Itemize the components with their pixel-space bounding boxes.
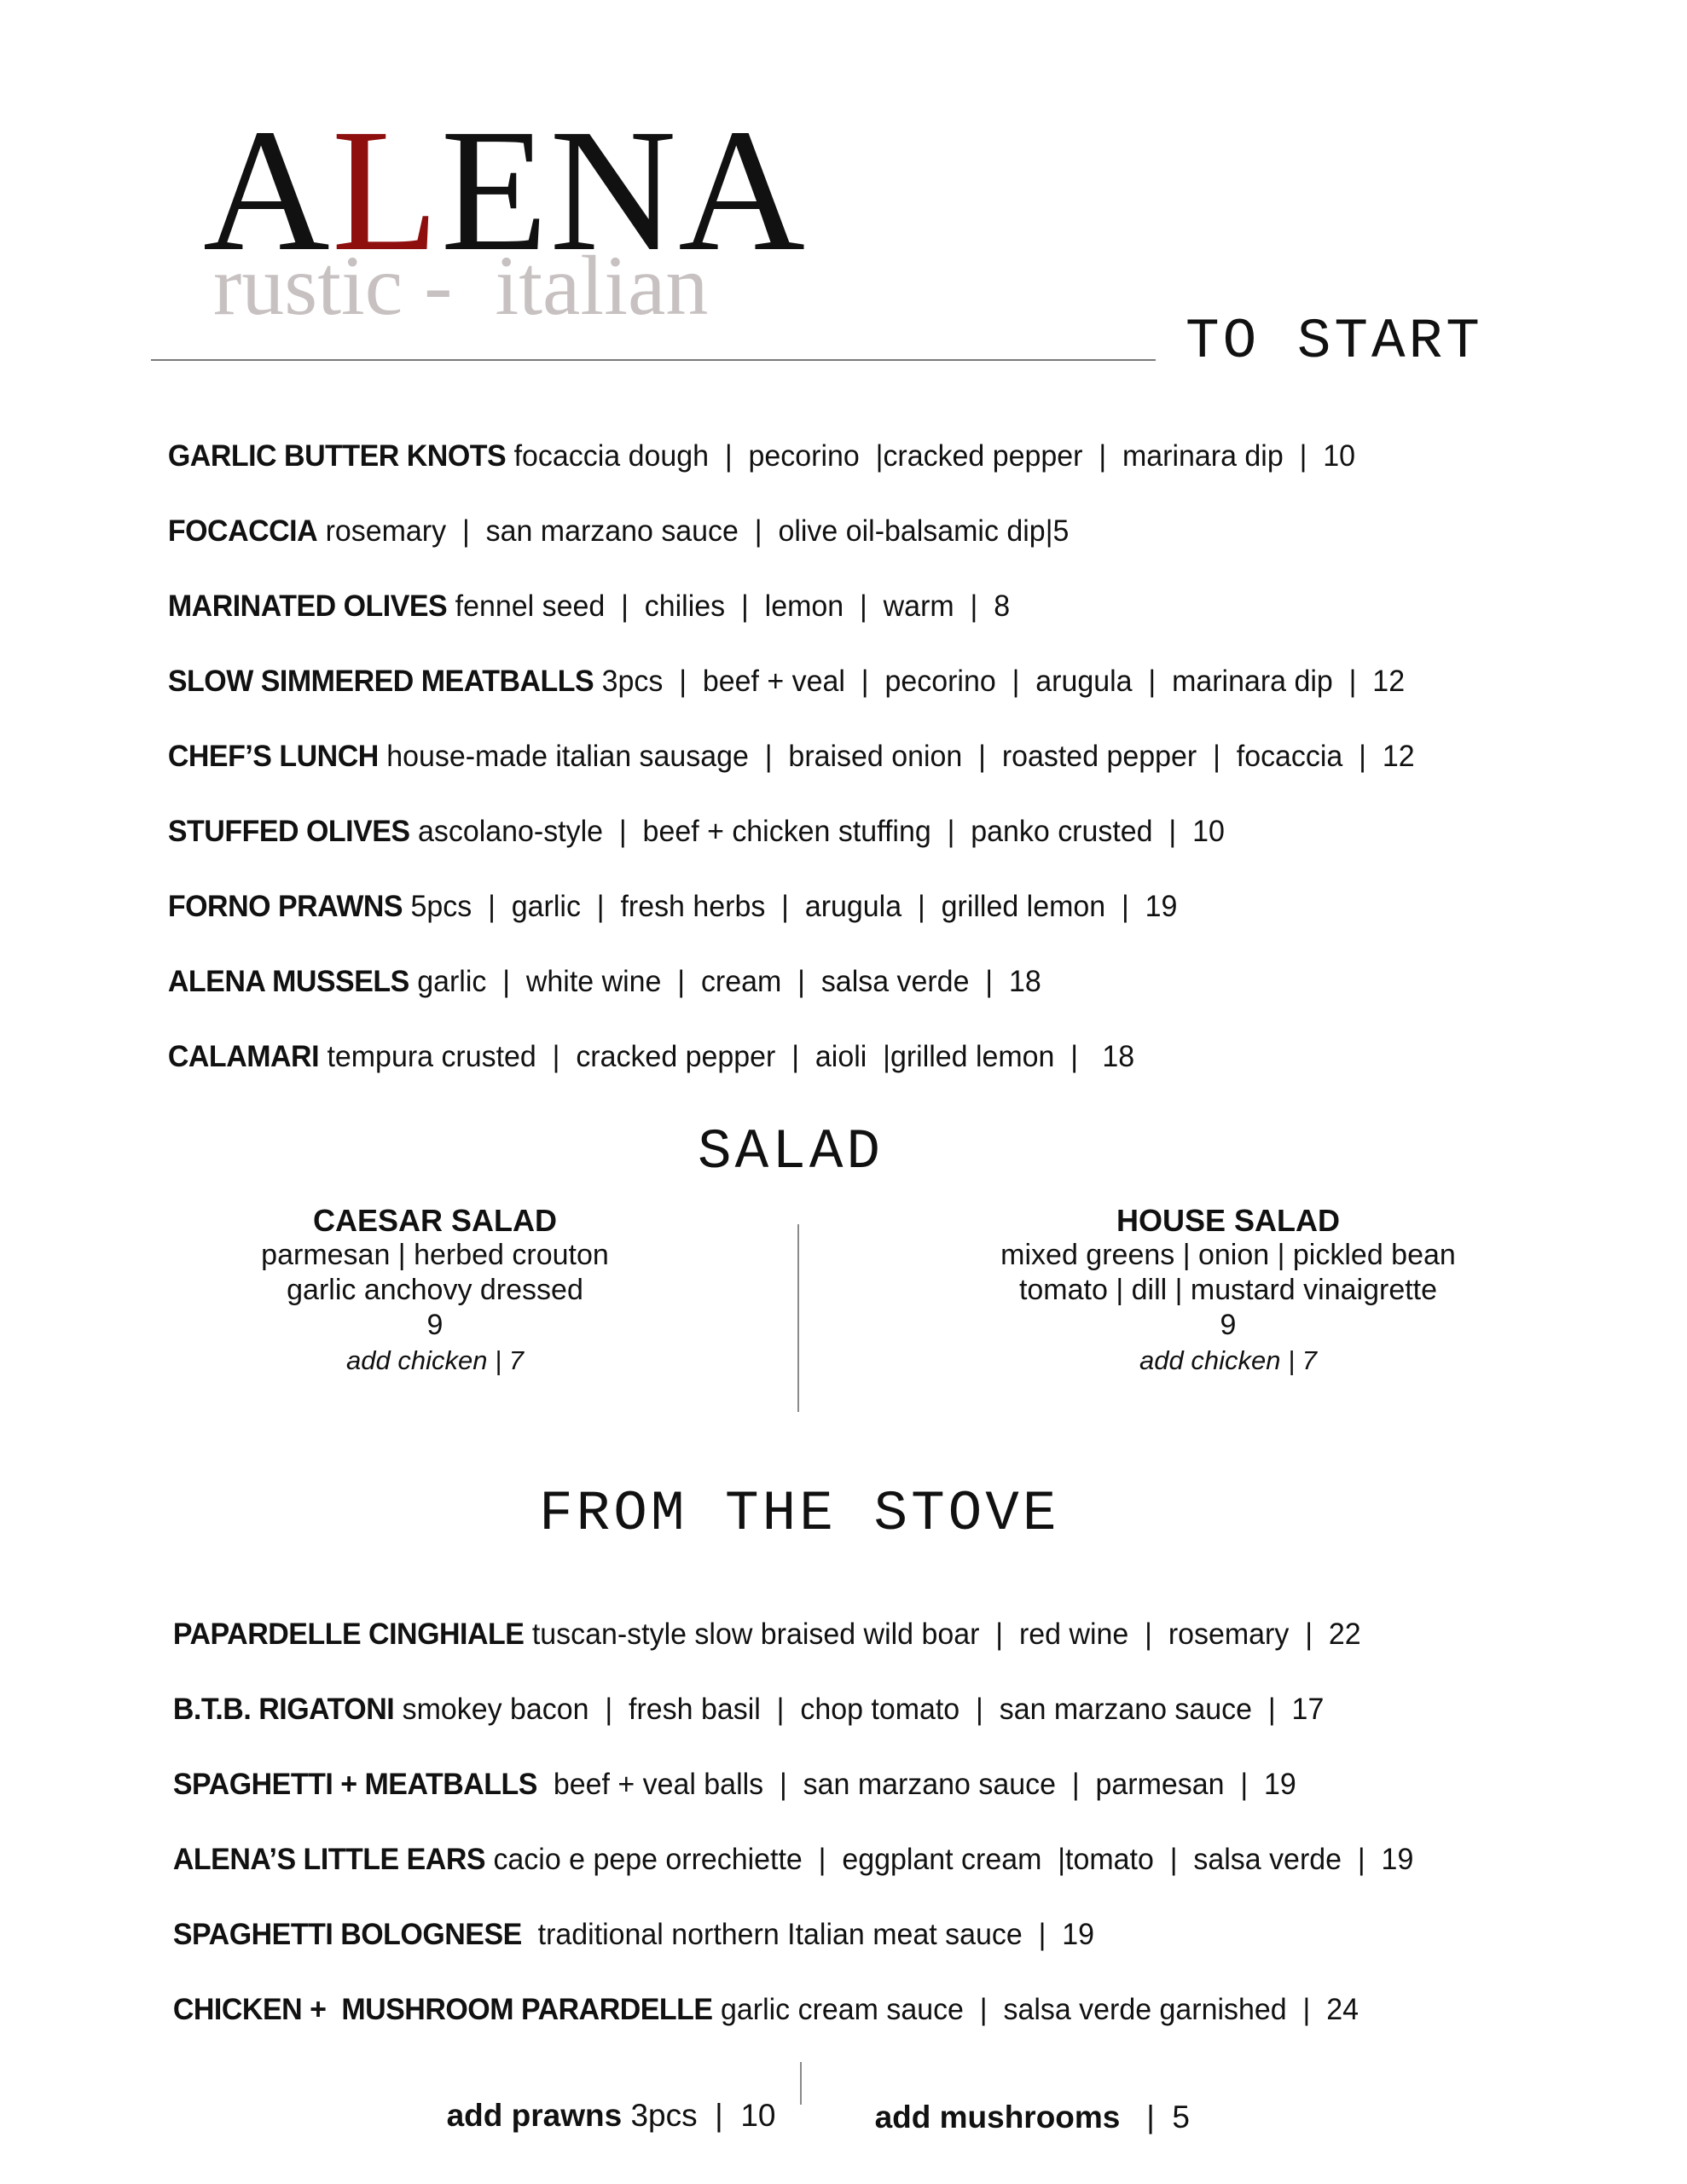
menu-item-desc: rosemary | san marzano sauce | olive oil-balsamic dip|5 <box>317 514 1070 548</box>
salad-item-house <box>930 1203 1527 1378</box>
menu-item <box>157 1890 1094 1949</box>
addon-desc: 3pcs | 10 <box>622 2098 776 2133</box>
menu-item-name: MARINATED OLIVES <box>167 590 448 623</box>
addon-mushrooms <box>857 2070 1190 2133</box>
menu-item <box>157 1965 1359 2024</box>
section-title-from-the-stove: FROM THE STOVE <box>539 1482 1060 1546</box>
menu-item <box>152 862 1177 921</box>
restaurant-tagline: rustic - italian <box>213 238 709 333</box>
logo-letter-l-accent: L <box>331 92 441 288</box>
menu-item-desc: focaccia dough | pecorino |cracked pepper | marinara dip | 10 <box>506 439 1356 473</box>
menu-item-name: FOCACCIA <box>167 514 318 548</box>
salad-item-name: HOUSE SALAD <box>1116 1203 1341 1238</box>
menu-item-name: STUFFED OLIVES <box>167 815 410 848</box>
salad-item-price: 9 <box>1220 1309 1237 1341</box>
menu-item-desc: fennel seed | chilies | lemon | warm | 8 <box>447 590 1011 623</box>
menu-item-name: SPAGHETTI BOLOGNESE <box>172 1918 522 1951</box>
menu-item-name: PAPARDELLE CINGHIALE <box>172 1618 525 1651</box>
menu-item-desc: 5pcs | garlic | fresh herbs | arugula | grilled lemon | 19 <box>403 890 1178 923</box>
addon-divider <box>800 2062 802 2105</box>
menu-item <box>152 1012 1134 1072</box>
menu-item <box>157 1589 1361 1649</box>
menu-item <box>157 1664 1324 1724</box>
menu-item-name: GARLIC BUTTER KNOTS <box>167 439 507 473</box>
addon-desc: | 5 <box>1120 2100 1190 2135</box>
menu-item <box>152 712 1415 771</box>
menu-item-desc: traditional northern Italian meat sauce | 19 <box>521 1918 1095 1951</box>
menu-item-name: B.T.B. RIGATONI <box>172 1693 395 1726</box>
logo-letters-ena: ENA <box>440 92 807 288</box>
menu-item-desc: ascolano-style | beef + chicken stuffing | panko crusted | 10 <box>409 815 1225 848</box>
menu-item-desc: house-made italian sausage | braised onion | roasted pepper | focaccia | 12 <box>378 740 1415 773</box>
menu-item <box>152 411 1355 471</box>
salad-item-desc-line2: garlic anchovy dressed <box>287 1274 583 1306</box>
salad-item-addon: add chicken | 7 <box>1139 1345 1317 1375</box>
menu-item <box>157 1815 1413 1874</box>
salad-item-desc-line1: parmesan | herbed crouton <box>261 1239 609 1271</box>
menu-item <box>152 636 1405 696</box>
menu-item-name: CALAMARI <box>167 1040 320 1073</box>
menu-item-name: SPAGHETTI + MEATBALLS <box>172 1768 537 1801</box>
salad-item-addon: add chicken | 7 <box>346 1345 524 1375</box>
salad-column-divider <box>797 1224 799 1412</box>
menu-item-desc: garlic | white wine | cream | salsa verde | 18 <box>409 965 1041 998</box>
salad-item-desc-line1: mixed greens | onion | pickled bean <box>1000 1239 1456 1271</box>
salad-item-desc-line2: tomato | dill | mustard vinaigrette <box>1018 1274 1438 1306</box>
salad-item-caesar <box>179 1203 691 1378</box>
menu-item <box>152 937 1041 996</box>
menu-item-name: FORNO PRAWNS <box>167 890 403 923</box>
menu-item-desc: tempura crusted | cracked pepper | aioli |grilled lemon | 18 <box>319 1040 1135 1073</box>
addon-name: add mushrooms <box>874 2100 1121 2135</box>
menu-item <box>157 1740 1296 1799</box>
menu-item-name: CHEF’S LUNCH <box>167 740 379 773</box>
menu-item-name: SLOW SIMMERED MEATBALLS <box>167 665 594 698</box>
menu-item-desc: beef + veal balls | san marzano sauce | parmesan | 19 <box>536 1768 1296 1801</box>
salad-item-price: 9 <box>426 1309 443 1341</box>
menu-item <box>152 561 1010 621</box>
menu-item-desc: cacio e pepe orrechiette | eggplant cream |tomato | salsa verde | 19 <box>485 1843 1414 1876</box>
menu-item-name: ALENA MUSSELS <box>167 965 409 998</box>
salad-item-name: CAESAR SALAD <box>312 1203 557 1238</box>
menu-item-name: CHICKEN + MUSHROOM PARARDELLE <box>172 1993 713 2026</box>
menu-item-name: ALENA’S LITTLE EARS <box>172 1843 486 1876</box>
section-title-to-start: TO START <box>1186 310 1483 374</box>
menu-item-desc: garlic cream sauce | salsa verde garnished | 24 <box>712 1993 1359 2026</box>
menu-item-desc: smokey bacon | fresh basil | chop tomato | san marzano sauce | 17 <box>394 1693 1325 1726</box>
header-divider <box>151 359 1156 361</box>
addon-prawns <box>429 2068 776 2131</box>
addon-name: add prawns <box>446 2098 623 2133</box>
menu-item <box>152 787 1225 846</box>
logo-letter-a: A <box>203 92 332 288</box>
menu-item-desc: tuscan-style slow braised wild boar | red wine | rosemary | 22 <box>524 1618 1361 1651</box>
menu-item-desc: 3pcs | beef + veal | pecorino | arugula | marinara dip | 12 <box>594 665 1406 698</box>
section-title-salad: SALAD <box>698 1120 884 1184</box>
menu-item <box>152 486 1069 546</box>
